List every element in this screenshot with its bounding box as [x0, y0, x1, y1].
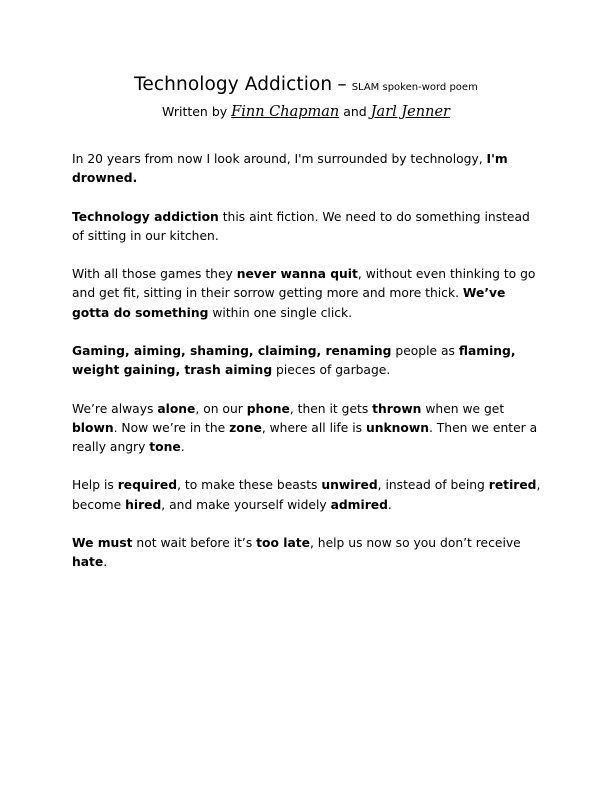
- text-run: , and make yourself widely: [161, 497, 331, 512]
- text-run: people as: [391, 343, 459, 358]
- poem-body: [72, 150, 542, 592]
- poem-subtitle: SLAM spoken-word poem: [351, 82, 478, 93]
- text-run: .: [103, 555, 108, 570]
- text-run: In 20 years from now I look around, I'm surrounded by technology,: [72, 152, 487, 166]
- emphasis: hired: [125, 497, 162, 512]
- text-run: , to make these beasts: [177, 478, 322, 493]
- stanza-3: [72, 265, 542, 323]
- byline-and: and: [343, 104, 367, 119]
- author-jarl: Jarl Jenner: [370, 104, 450, 120]
- emphasis: blown: [72, 420, 114, 435]
- stanza-2: [72, 208, 542, 246]
- emphasis: retired: [488, 478, 537, 493]
- emphasis: I'm drowned.: [72, 152, 508, 186]
- text-run: within one single click.: [208, 305, 353, 320]
- emphasis: too late: [256, 535, 310, 550]
- title-dash: –: [337, 74, 347, 95]
- poem-title-line: [0, 74, 612, 95]
- stanza-5: [72, 400, 542, 458]
- text-run: , help us now so you don’t receive: [309, 535, 521, 550]
- stanza-1: [72, 150, 542, 188]
- emphasis: required: [117, 478, 178, 493]
- emphasis: alone: [157, 401, 196, 416]
- emphasis: admired: [330, 497, 388, 512]
- emphasis: hate: [72, 555, 104, 570]
- text-run: . Now we’re in the: [113, 420, 230, 435]
- emphasis: We must: [72, 535, 133, 550]
- emphasis: thrown: [372, 401, 422, 416]
- text-run: , become: [72, 478, 541, 512]
- text-run: We’re always: [72, 401, 158, 416]
- emphasis: unknown: [365, 420, 429, 435]
- text-run: Help is: [72, 478, 118, 493]
- text-run: this aint fiction. We need to do something instead of sitting in our kitchen.: [72, 209, 530, 243]
- emphasis: tone: [149, 439, 181, 454]
- poem-title: Technology Addiction: [134, 74, 333, 95]
- emphasis: Technology addiction: [72, 209, 219, 224]
- stanza-6: [72, 476, 542, 514]
- byline-prefix: Written by: [162, 104, 228, 119]
- text-run: .: [387, 497, 392, 512]
- text-run: when we get: [421, 401, 505, 416]
- text-run: , without even thinking to go and get fit, sitting in their sorrow getting more and more thick.: [72, 267, 536, 301]
- emphasis: flaming, weight gaining, trash aiming: [72, 343, 516, 378]
- author-finn: Finn Chapman: [231, 104, 340, 120]
- text-run: , where all life is: [261, 420, 366, 435]
- emphasis: unwired: [321, 478, 378, 493]
- text-run: , instead of being: [377, 478, 489, 493]
- emphasis: Gaming, aiming, shaming, claiming, renaming: [72, 343, 392, 358]
- emphasis: We’ve gotta do something: [72, 286, 506, 320]
- emphasis: never wanna quit: [236, 267, 358, 282]
- emphasis: zone: [229, 420, 262, 435]
- text-run: not wait before it’s: [132, 535, 257, 550]
- stanza-7: [72, 534, 542, 572]
- text-run: .: [180, 439, 185, 454]
- emphasis: phone: [246, 401, 290, 416]
- text-run: With all those games they: [72, 267, 237, 282]
- stanza-4: [72, 342, 542, 380]
- text-run: , on our: [195, 401, 247, 416]
- text-run: , then it gets: [289, 401, 373, 416]
- text-run: pieces of garbage.: [272, 363, 391, 378]
- byline: [0, 104, 612, 120]
- text-run: . Then we enter a really angry: [72, 420, 538, 454]
